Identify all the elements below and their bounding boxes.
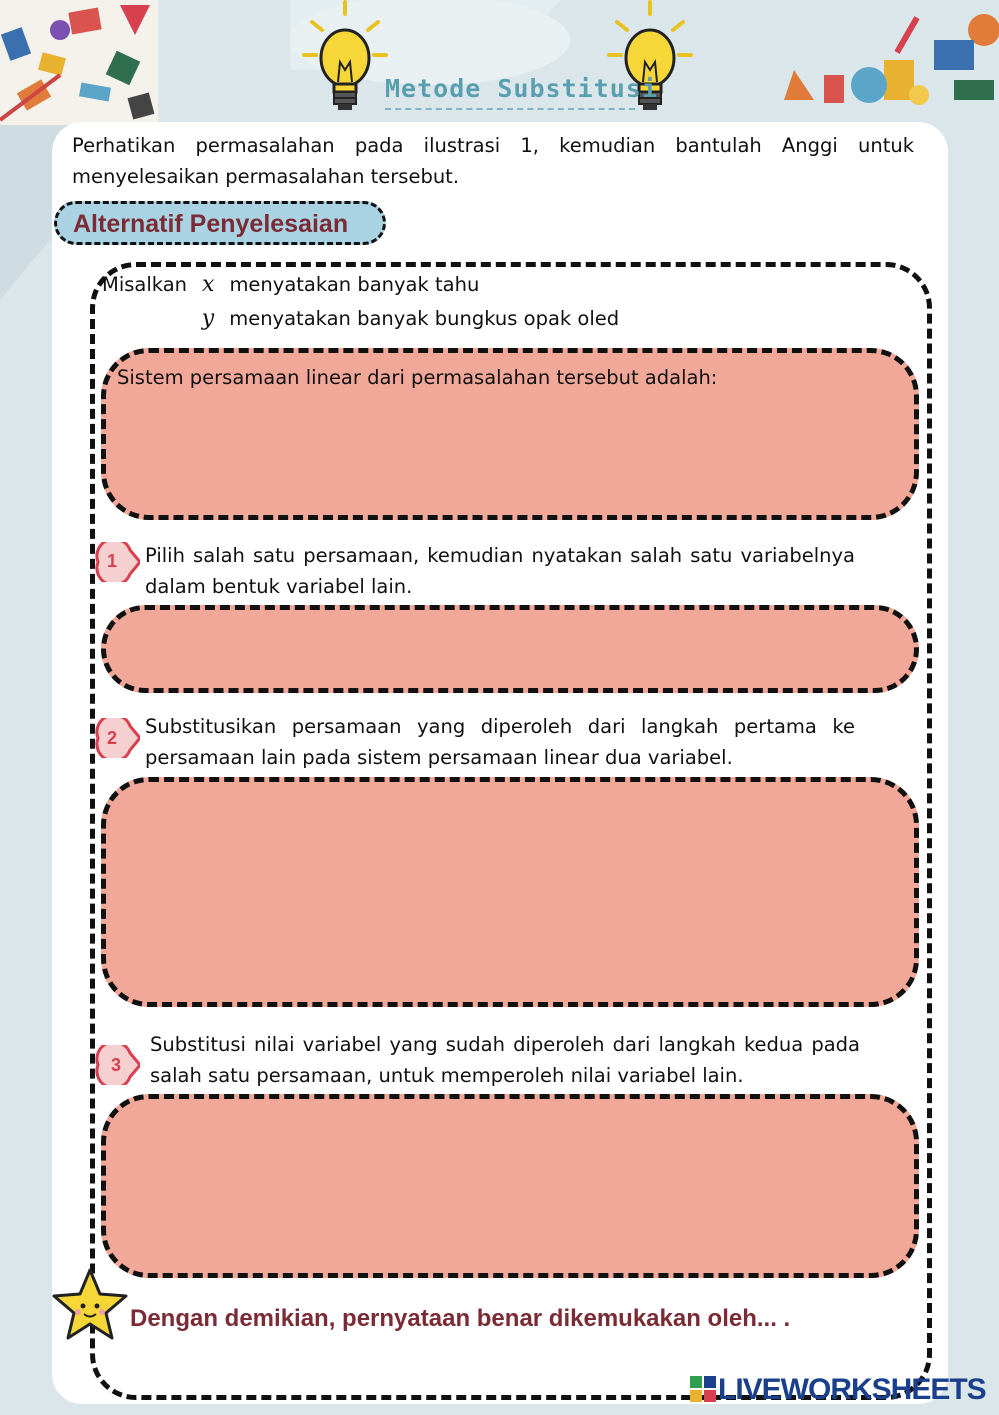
- step-1-number: 1: [106, 551, 117, 571]
- watermark-text: LIVEWORKSHEETS: [718, 1373, 986, 1406]
- star-icon: [50, 1268, 130, 1340]
- liveworksheets-logo-icon: [690, 1376, 716, 1402]
- step-2-answer-box[interactable]: [101, 777, 919, 1007]
- step-1-answer-box[interactable]: [101, 605, 919, 693]
- lightbulb-icon: [300, 0, 390, 120]
- y-description: menyatakan banyak bungkus opak oled: [229, 307, 620, 330]
- x-variable: x: [202, 272, 215, 297]
- title-underline: [385, 108, 635, 110]
- step-2-text: Substitusikan persamaan yang diperoleh dari langkah pertama ke persamaan lain pada sistem persamaan linear dua variabel.: [145, 715, 855, 769]
- step-3-number: 3: [110, 1055, 121, 1075]
- conclusion-text: Dengan demikian, pernyataan benar dikemukakan oleh... .: [130, 1305, 791, 1332]
- x-description: menyatakan banyak tahu: [229, 273, 480, 296]
- section-label: Alternatif Penyelesaian: [54, 201, 386, 245]
- step-3-answer-box[interactable]: [101, 1094, 919, 1278]
- intro-text: Perhatikan permasalahan pada ilustrasi 1, kemudian bantulah Anggi untuk menyelesaikan permasalahan tersebut.: [72, 134, 914, 188]
- science-supplies-illustration: [784, 0, 999, 125]
- step-2-number: 2: [106, 728, 117, 748]
- step-1-text: Pilih salah satu persamaan, kemudian nyatakan salah satu variabelnya dalam bentuk variabel lain.: [145, 544, 855, 598]
- y-variable: y: [201, 306, 215, 331]
- let-x-line: [102, 272, 479, 298]
- let-y-line: [193, 306, 619, 332]
- page-title: Metode Substitusi: [385, 74, 658, 103]
- school-supplies-illustration: [0, 0, 158, 125]
- let-prefix: Misalkan: [102, 273, 188, 296]
- liveworksheets-watermark: [690, 1373, 986, 1407]
- system-label: Sistem persamaan linear dari permasalahan tersebut adalah:: [117, 366, 718, 389]
- step-3-text: Substitusi nilai variabel yang sudah diperoleh dari langkah kedua pada salah satu persamaan, untuk memperoleh nilai variabel lain.: [150, 1033, 860, 1087]
